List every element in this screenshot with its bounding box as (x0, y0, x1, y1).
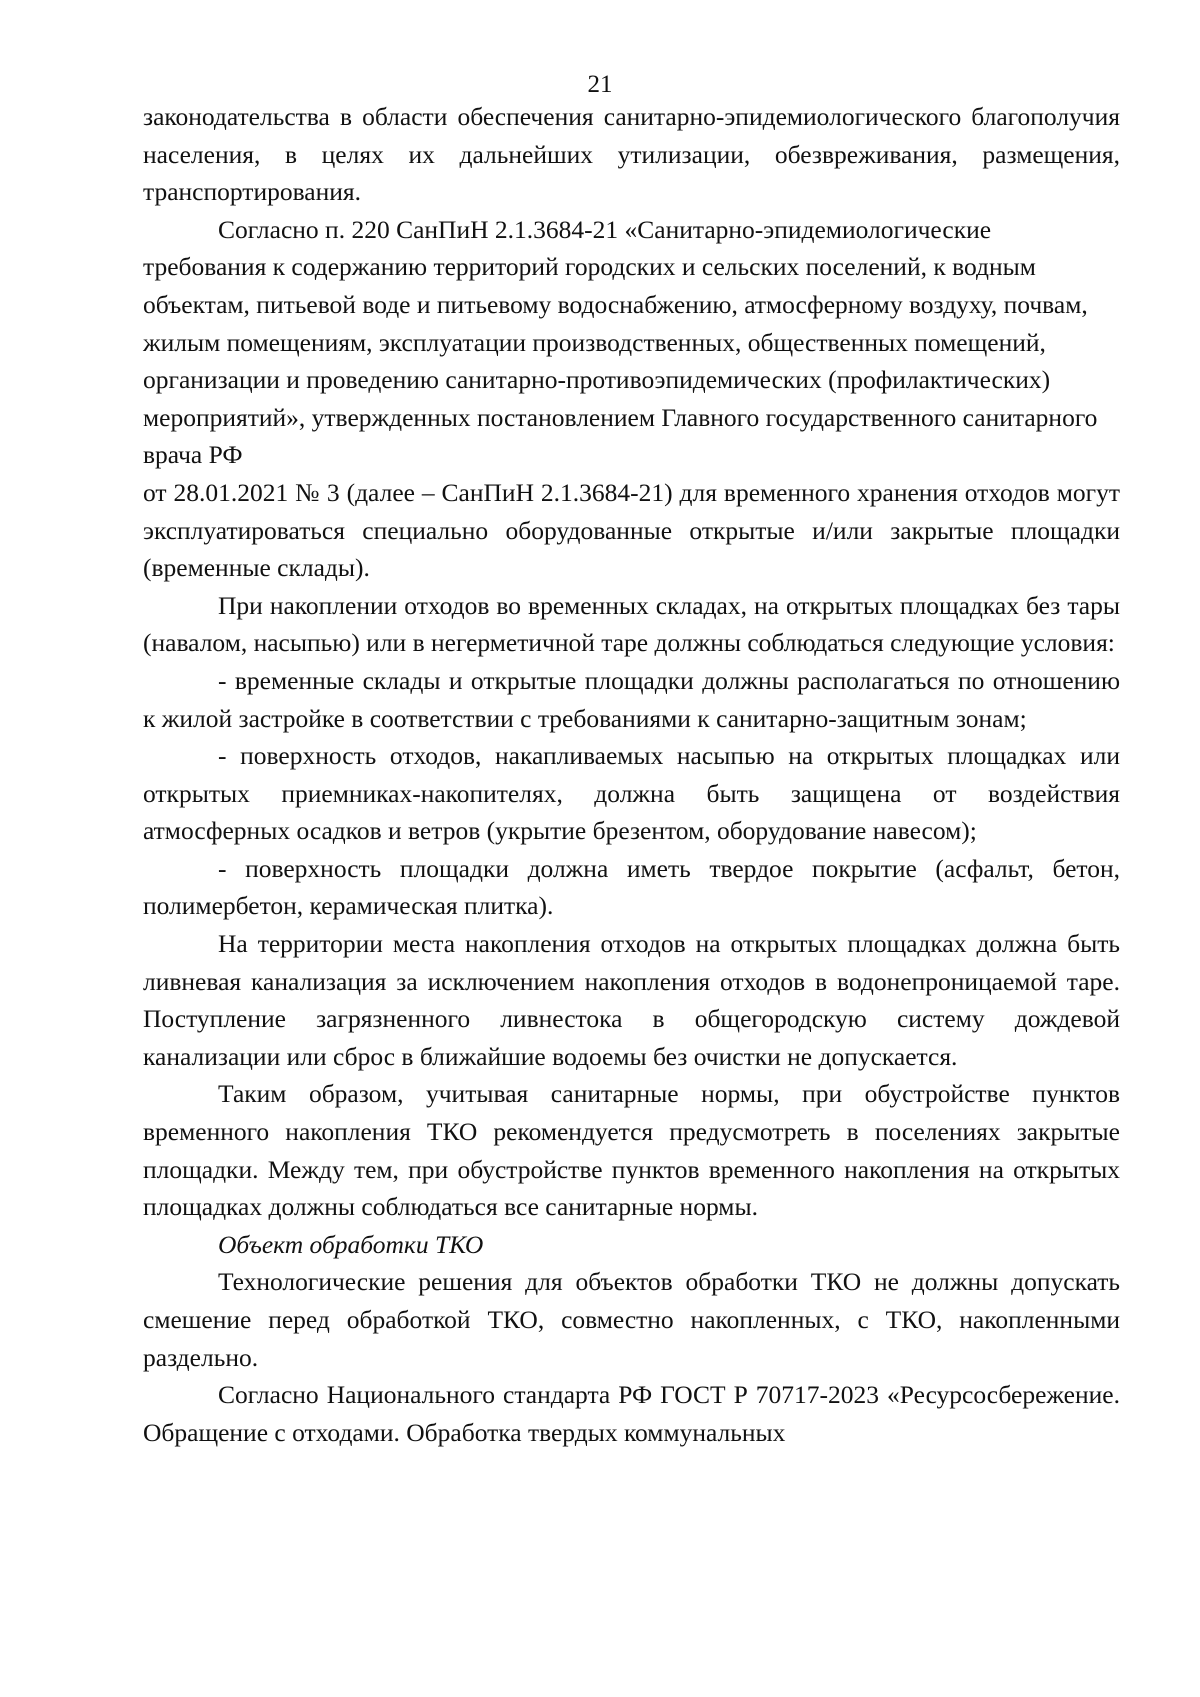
list-item-temporary-warehouses: - временные склады и открытые площадки должны располагаться по отношению к жилой застройке в соответствии с требованиями к санитарно-защитным зонам; (143, 665, 1120, 733)
page-number: 21 (587, 71, 613, 98)
paragraph-continuation: законодательства в области обеспечения санитарно-эпидемиологического благополучия населения, в целях их дальнейших утилизации, обезвреживания, размещения, транспортирования. (143, 102, 1120, 207)
paragraph-storm-drainage: На территории места накопления отходов на открытых площадках должна быть ливневая канализация за исключением накопления отходов в водонепроницаемой таре. Поступление загрязненного ливнестока в общегородскую систему дождевой канализации или сброс в ближайшие водоемы без очистки не допускается. (143, 929, 1120, 1071)
section-heading: Объект обработки ТКО (218, 1229, 484, 1259)
list-item-waste-surface: - поверхность отходов, накапливаемых насыпью на открытых площадках или открытых приемниках-накопителях, должна быть защищена от воздействия атмосферных осадков и ветров (укрытие брезентом, оборудование навесом); (143, 741, 1120, 846)
paragraph-processing-solutions: Технологические решения для объектов обработки ТКО не должны допускать смешение перед обработкой ТКО, совместно накопленных, с ТКО, накопленными раздельно. (143, 1267, 1120, 1372)
paragraph-conclusion: Таким образом, учитывая санитарные нормы, при обустройстве пунктов временного накопления ТКО рекомендуется предусмотреть в поселениях закрытые площадки. Между тем, при обустройстве пунктов временного накопления на открытых площадках должны соблюдаться все санитарные нормы. (143, 1079, 1120, 1222)
paragraph-storage-conditions: При накоплении отходов во временных складах, на открытых площадках без тары (навалом, насыпью) или в негерметичной таре должны соблюдаться следующие условия: (143, 590, 1120, 658)
list-item-site-surface: - поверхность площадки должна иметь твердое покрытие (асфальт, бетон, полимербетон, керамическая плитка). (143, 853, 1120, 921)
document-body (143, 98, 1120, 1451)
paragraph-gost-reference: Согласно Национального стандарта РФ ГОСТ Р 70717-2023 «Ресурсосбережение. Обращение с отходами. Обработка твердых коммунальных (143, 1380, 1120, 1447)
paragraph-sanpin-reference: Согласно п. 220 СанПиН 2.1.3684-21 «Санитарно-эпидемиологические требования к содержанию территорий городских и сельских поселений, к водным объектам, питьевой воде и питьевому водоснабжению, атмосферному воздуху, почвам, жилым помещениям, эксплуатации производственных, общественных помещений, организации и проведению санитарно-противоэпидемических (профилактических) мероприятий», утвержденных постановлением Главного государственного санитарного врача РФ (143, 214, 1098, 470)
paragraph-sanpin-date: от 28.01.2021 № 3 (далее – СанПиН 2.1.3684-21) для временного хранения отходов могут эксплуатироваться специально оборудованные открытые и/или закрытые площадки (временные склады). (143, 477, 1120, 583)
